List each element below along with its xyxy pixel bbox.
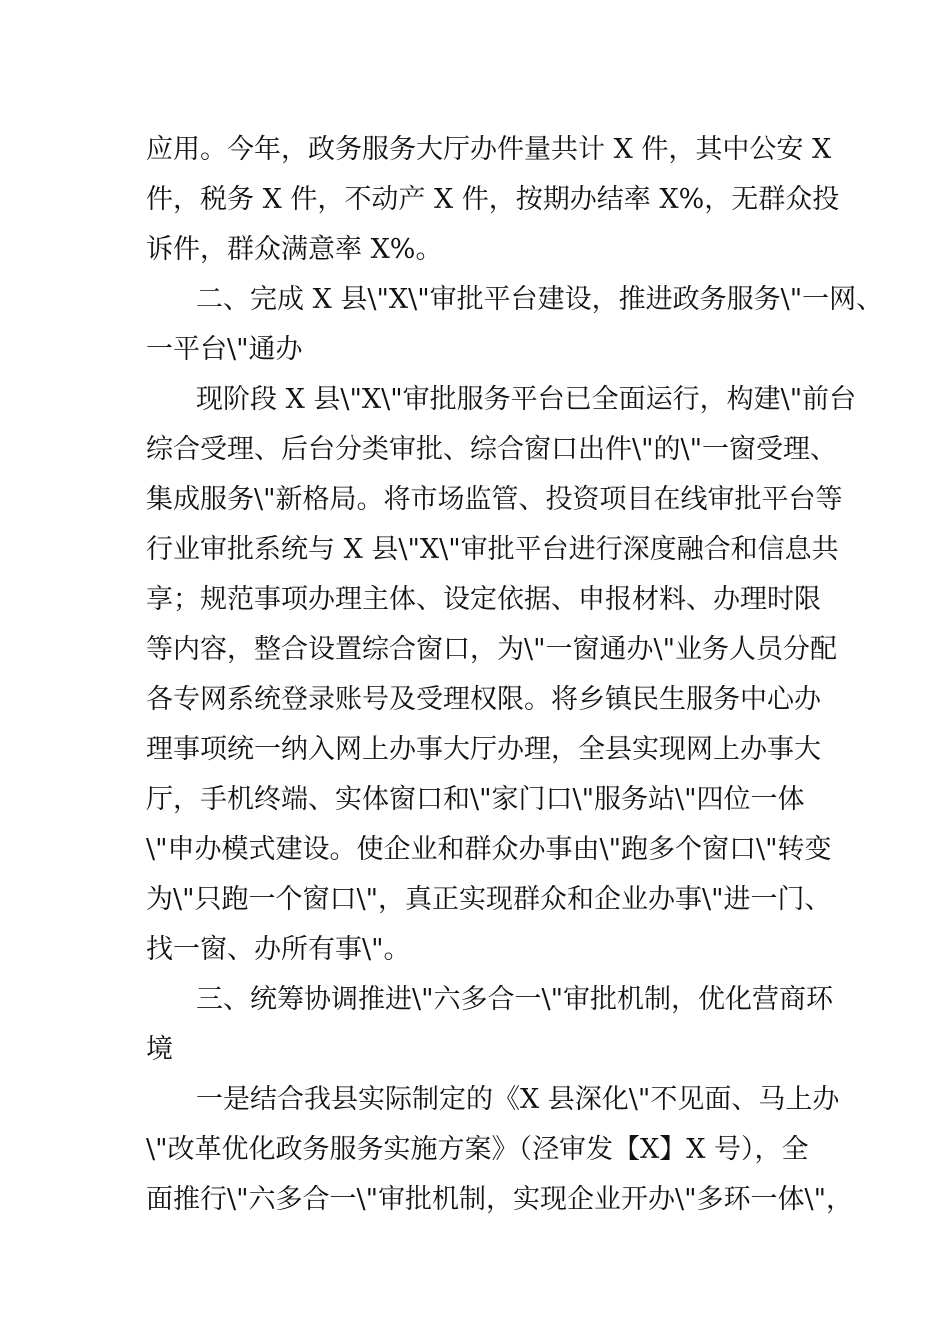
paragraph-line: 面推行\"六多合一\"审批机制，实现企业开办\"多环一体\"， xyxy=(146,1184,854,1215)
paragraph-line: \"改革优化政务服务实施方案》（泾审发【X】X 号），全 xyxy=(146,1134,809,1165)
paragraph-line: 行业审批系统与 X 县\"X\"审批平台进行深度融合和信息共 xyxy=(146,534,839,565)
paragraph-line: 现阶段 X 县\"X\"审批服务平台已全面运行，构建\"前台 xyxy=(196,384,857,415)
section-heading-line: 三、统筹协调推进\"六多合一\"审批机制，优化营商环 xyxy=(196,984,834,1015)
paragraph-line: 享；规范事项办理主体、设定依据、申报材料、办理时限 xyxy=(146,584,821,615)
paragraph-line: 厅，手机终端、实体窗口和\"家门口\"服务站\"四位一体 xyxy=(146,784,805,815)
paragraph-line: 找一窗、办所有事\"。 xyxy=(146,934,411,965)
section-heading-line: 境 xyxy=(146,1034,173,1065)
paragraph-line: 一是结合我县实际制定的《X 县深化\"不见面、马上办 xyxy=(196,1084,840,1115)
paragraph-line: 为\"只跑一个窗口\"，真正实现群众和企业办事\"进一门、 xyxy=(146,884,832,915)
paragraph-line: 应用。今年，政务服务大厅办件量共计 X 件，其中公安 X xyxy=(146,134,832,165)
paragraph-line: 理事项统一纳入网上办事大厅办理，全县实现网上办事大 xyxy=(146,734,821,765)
paragraph-line: 集成服务\"新格局。将市场监管、投资项目在线审批平台等 xyxy=(146,484,843,515)
paragraph-line: 各专网系统登录账号及受理权限。将乡镇民生服务中心办 xyxy=(146,684,821,715)
paragraph-line: \"申办模式建设。使企业和群众办事由\"跑多个窗口\"转变 xyxy=(146,834,832,865)
section-heading-line: 一平台\"通办 xyxy=(146,334,303,365)
paragraph-line: 等内容，整合设置综合窗口，为\"一窗通办\"业务人员分配 xyxy=(146,634,838,665)
paragraph-line: 诉件，群众满意率 X%。 xyxy=(146,234,443,265)
section-heading-line: 二、完成 X 县\"X\"审批平台建设，推进政务服务\"一网、 xyxy=(196,284,884,315)
paragraph-line: 综合受理、后台分类审批、综合窗口出件\"的\"一窗受理、 xyxy=(146,434,838,465)
paragraph-line: 件，税务 X 件，不动产 X 件，按期办结率 X%，无群众投 xyxy=(146,184,840,215)
